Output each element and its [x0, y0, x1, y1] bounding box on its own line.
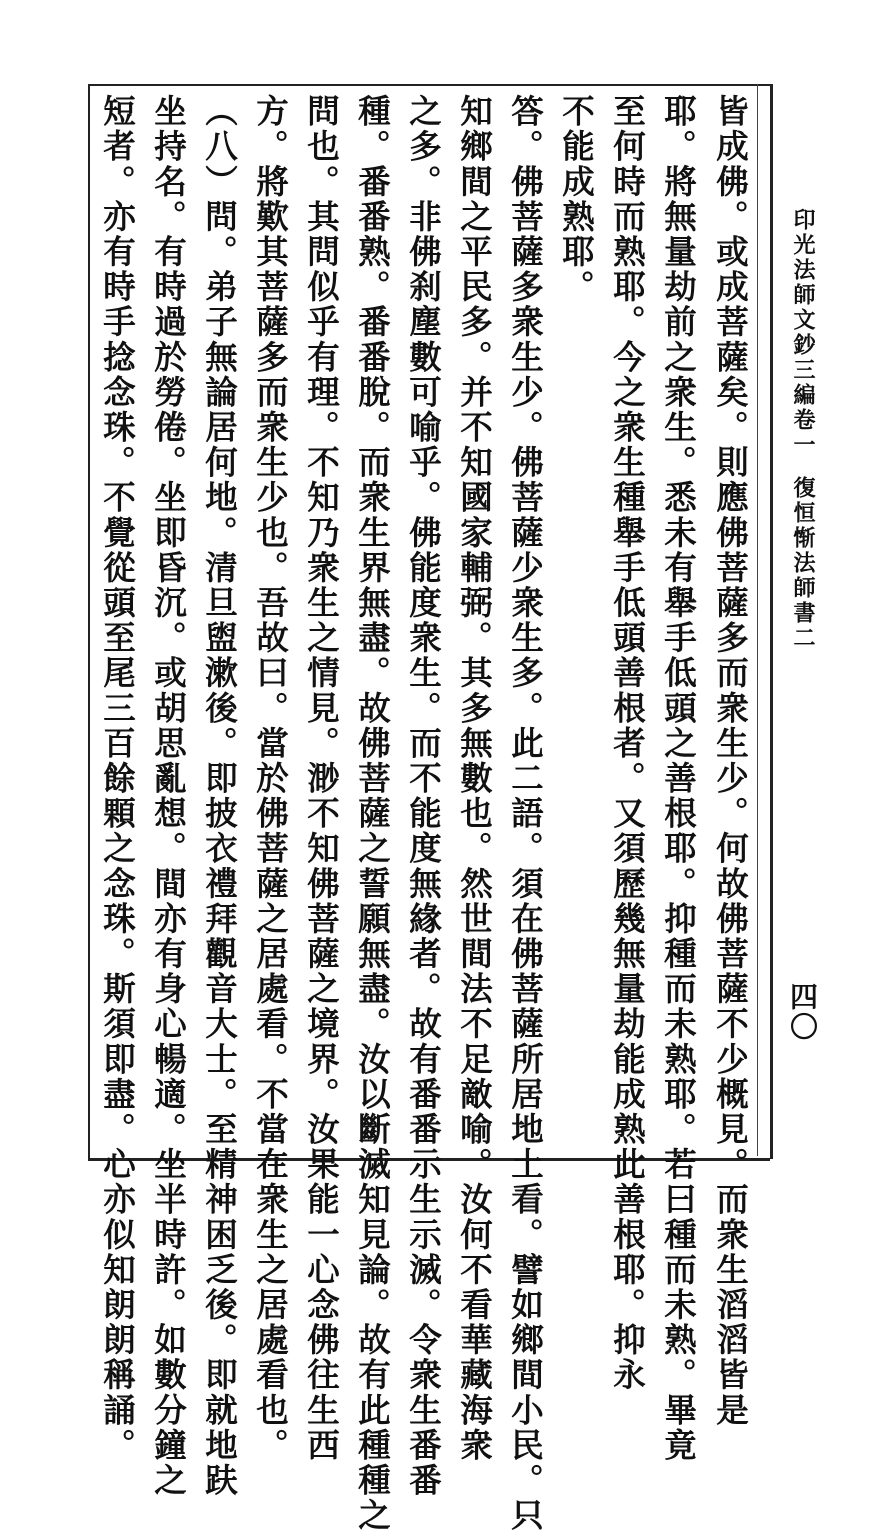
section-title: 復恒惭法師書二: [790, 476, 816, 651]
text-column-11: （八）問。弟子無論居何地。清旦盥漱後。即披衣禮拜觀音大士。至精神困乏後。即就地趺: [200, 94, 240, 1498]
text-column-7: 之多。非佛刹塵數可喻乎。佛能度衆生。而不能度無緣者。故有番番示生示滅。令衆生番番: [404, 94, 444, 1498]
text-column-3: 至何時而熟耶。今之衆生種舉手低頭善根者。又須歷幾無量劫能成熟此善根耶。抑永: [608, 94, 648, 1393]
margin-rule-outer: [770, 84, 773, 1159]
margin-rule-inner: [757, 84, 758, 1156]
text-column-6: 知鄉間之平民多。并不知國家輔弼。其多無數也。然世間法不足敵喻。汝何不看華藏海衆: [455, 94, 495, 1463]
text-column-4: 不能成熟耶。: [557, 94, 597, 305]
page-number: 四〇: [786, 982, 819, 1042]
text-column-8: 種。番番熟。番番脫。而衆生界無盡。故佛菩薩之誓願無盡。汝以斷滅知見論。故有此種種之: [353, 94, 393, 1533]
text-column-10: 方。將歎其菩薩多而衆生少也。吾故曰。當於佛菩薩之居處看。不當在衆生之居處看也。: [251, 94, 291, 1463]
text-column-9: 問也。其問似乎有理。不知乃衆生之情見。渺不知佛菩薩之境界。汝果能一心念佛往生西: [302, 94, 342, 1463]
text-column-5: 答。佛菩薩多衆生少。佛菩薩少衆生多。此二語。須在佛菩薩所居地土看。譬如鄉間小民。只: [506, 94, 546, 1533]
text-column-13: 短者。亦有時手捻念珠。不覺從頭至尾三百餘顆之念珠。斯須即盡。心亦似知朗朗稱誦。: [98, 94, 138, 1463]
text-column-2: 耶。將無量劫前之衆生。悉未有舉手低頭之善根耶。抑種而未熟耶。若曰種而未熟。畢竟: [659, 94, 699, 1463]
book-title: 印光法師文鈔三編卷一: [790, 208, 816, 458]
text-column-12: 坐持名。有時過於勞倦。坐即昏沉。或胡思亂想。間亦有身心暢適。坐半時許。如數分鐘之: [149, 94, 189, 1498]
text-column-1: 皆成佛。或成菩薩矣。則應佛菩薩多而衆生少。何故佛菩薩不少概見。而衆生滔滔皆是: [711, 94, 751, 1428]
